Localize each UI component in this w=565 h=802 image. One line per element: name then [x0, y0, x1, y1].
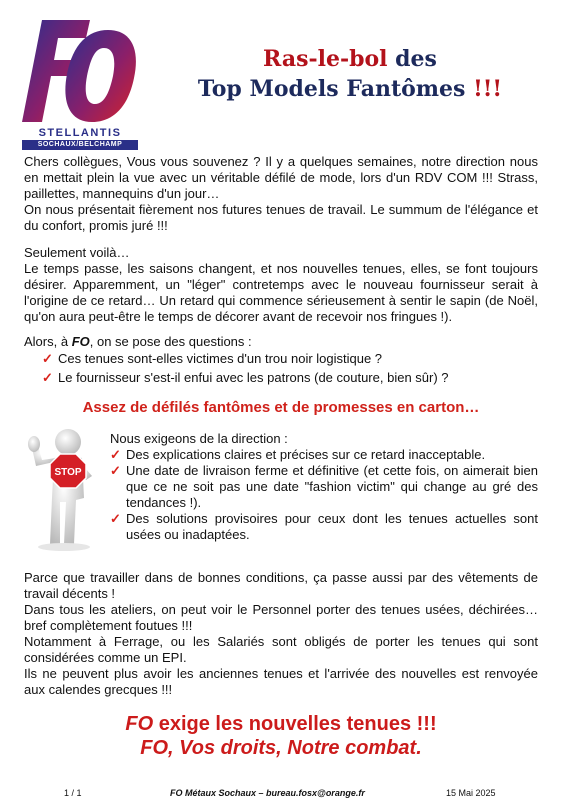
checkmark-icon: ✓: [110, 511, 121, 526]
page-title: [150, 44, 550, 104]
title-line2-b: !!!: [465, 76, 503, 102]
checkmark-icon: ✓: [42, 370, 53, 385]
footer-page-number: 1 / 1: [64, 788, 82, 798]
demand-item: ✓ Des explications claires et précises sur ce retard inacceptable.: [110, 447, 486, 462]
checkmark-icon: ✓: [42, 351, 53, 366]
footer-contact: FO Métaux Sochaux – bureau.fosx@orange.fr: [170, 788, 365, 798]
conditions-text-3: Notamment à Ferrage, ou les Salariés sont obligés de porter les tenues qui sont considérées comme un EPI.: [24, 634, 538, 665]
logo-sub-text: SOCHAUX/BELCHAMP: [22, 140, 138, 150]
conditions-paragraph: [24, 570, 538, 698]
title-line1-b: des: [387, 46, 437, 72]
title-line1-a: Ras-le-bol: [263, 46, 388, 72]
demands-block: [110, 431, 538, 543]
intro-paragraph: [24, 154, 538, 234]
intro-text: Chers collègues, Vous vous souvenez ? Il y a quelques semaines, notre direction nous en mettait plein la vue avec un véritable défilé de mode, lors d'un RDV COM !!! Strass, paillettes, mannequins d'un jour…: [24, 154, 538, 201]
delay-lead: Seulement voilà…: [24, 245, 130, 260]
conditions-text-4: Ils ne peuvent plus avoir les anciennes tenues et l'arrivée des nouvelles est renvoyée aux calendes grecques !!!: [24, 666, 538, 697]
conditions-text-2: Dans tous les ateliers, on peut voir le Personnel porter des tenues usées, déchirées… bref complètement foutues !!!: [24, 602, 538, 633]
slogan: Assez de défilés fantômes et de promesses en carton…: [82, 399, 480, 416]
demand-item: ✓ Des solutions provisoires pour ceux dont les tenues actuelles sont usées ou inadaptées.: [110, 511, 538, 542]
conditions-text-1: Parce que travailler dans de bonnes conditions, ça passe aussi par des vêtements de travail décents !: [24, 570, 538, 601]
demand-item: ✓ Une date de livraison ferme et définitive (et cette fois, on aimerait bien que ce ne soit pas une date "fashion victim" qui change au gré des tendances !).: [110, 463, 538, 510]
logo-brand-text: STELLANTIS: [38, 127, 122, 139]
closing-line-1: exige les nouvelles tenues !!!: [153, 713, 437, 735]
closing-line-2: , Vos droits, Notre combat.: [168, 737, 422, 759]
closing-slogan: [24, 712, 538, 760]
closing-fo-2: FO: [140, 737, 169, 759]
footer-date: 15 Mai 2025: [446, 788, 496, 798]
delay-text: Le temps passe, les saisons changent, et nos nouvelles tenues, elles, se font toujours désirer. Apparemment, un "léger" contretemps avec le nouveau fournisseur serait à l'origine de ce retard… Un retard qui commence sérieusement à sentir le sapin (de Noël, qu'on aura peut-être le temps de décorer avant de recevoir nos fringues !).: [24, 261, 538, 324]
title-line2-a: Top Models Fantômes: [197, 76, 466, 102]
intro-text-2: On nous présentait fièrement nos futures tenues de travail. Le summum de l'élégance et du confort, promis juré !!!: [24, 202, 538, 233]
demands-intro: Nous exigeons de la direction :: [110, 431, 288, 446]
questions-intro-post: , on se pose des questions :: [89, 334, 252, 349]
questions-intro-pre: Alors, à: [24, 334, 72, 349]
closing-fo-1: FO: [125, 713, 154, 735]
question-item: ✓ Le fournisseur s'est-il enfui avec les patrons (de couture, bien sûr) ?: [42, 370, 449, 385]
stop-figure-illustration: [14, 426, 106, 554]
stop-sign-text: STOP: [54, 467, 82, 478]
checkmark-icon: ✓: [110, 447, 121, 462]
questions-block: [24, 334, 538, 386]
delay-paragraph: [24, 245, 538, 325]
checkmark-icon: ✓: [110, 463, 121, 478]
fo-logo: [20, 16, 138, 148]
question-item: ✓ Ces tenues sont-elles victimes d'un trou noir logistique ?: [42, 351, 383, 366]
fo-logo-mark: [20, 16, 138, 126]
questions-intro-fo: FO: [71, 334, 90, 349]
